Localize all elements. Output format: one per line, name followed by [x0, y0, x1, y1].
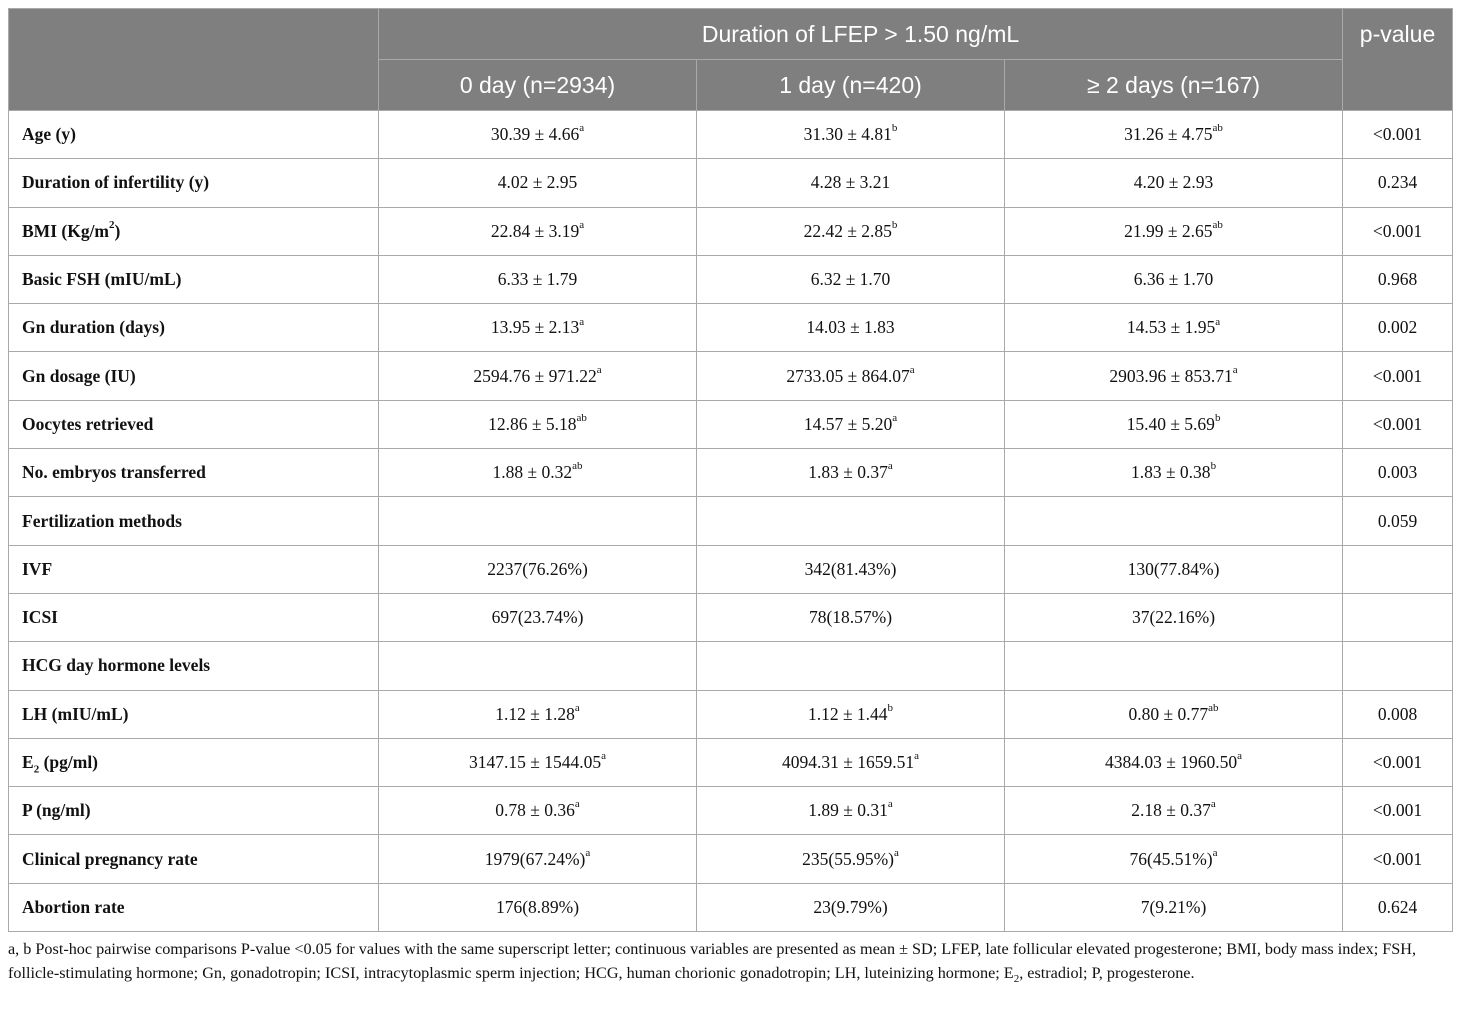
cell-superscript: a — [579, 315, 585, 328]
row-label-text: Basic FSH (mIU/mL) — [22, 269, 182, 290]
cell-value: 3147.15 ± 1544.05 — [469, 752, 602, 772]
cell-superscript: a — [579, 122, 585, 135]
cell-value: 12.86 ± 5.18 — [488, 413, 577, 434]
pvalue-cell — [1343, 545, 1453, 593]
value-cell — [697, 787, 1005, 835]
value-cell — [1005, 690, 1343, 738]
row-label — [9, 835, 379, 883]
cell-superscript: ab — [576, 412, 587, 425]
cell-value: 1.83 ± 0.37 — [808, 462, 888, 483]
cell-value: 7(9.21%) — [1140, 896, 1207, 917]
row-label-text: No. embryos transferred — [22, 462, 206, 483]
cell-superscript: a — [1237, 750, 1242, 763]
pvalue-cell: <0.001 — [1343, 207, 1453, 255]
value-cell — [697, 545, 1005, 593]
cell-value: 176(8.89%) — [495, 896, 580, 917]
cell-superscript: ab — [1212, 122, 1223, 135]
cell-value: 78(18.57%) — [808, 607, 893, 628]
value-cell — [379, 545, 697, 593]
value-cell — [697, 738, 1005, 786]
cell-superscript: a — [892, 412, 898, 425]
row-label-subscript: 2 — [33, 763, 40, 776]
value-cell — [697, 835, 1005, 883]
value-cell — [1005, 593, 1343, 641]
value-cell — [697, 207, 1005, 255]
row-label — [9, 497, 379, 545]
row-label — [9, 545, 379, 593]
row-label — [9, 642, 379, 690]
value-cell — [697, 449, 1005, 497]
cell-superscript: a — [574, 701, 580, 714]
table-row — [9, 304, 1453, 352]
table-row — [9, 883, 1453, 931]
row-label-text: BMI (Kg/m — [22, 220, 110, 241]
footnote-text: a, b Post-hoc pairwise comparisons P-value <0.05 for values with the same superscript letter; continuous variables are presented as mean ± SD; LFEP, late follicular elevated progesterone; BMI, body mass index; FSH, follicle-stimulating hormone; Gn, gonadotropin; ICSI, intracytoplasmic sperm injection; HCG, human chorionic gonadotropin; LH, luteinizing hormone; E — [8, 940, 1417, 982]
table-row — [9, 159, 1453, 207]
value-cell — [379, 497, 697, 545]
pvalue-cell: 0.002 — [1343, 304, 1453, 352]
cell-value: 2237(76.26%) — [487, 558, 588, 579]
cell-superscript: ab — [572, 460, 583, 473]
cell-superscript: a — [585, 846, 591, 859]
row-label — [9, 449, 379, 497]
row-label — [9, 400, 379, 448]
cell-value: 14.53 ± 1.95 — [1126, 317, 1216, 338]
table-row — [9, 545, 1453, 593]
value-cell — [697, 883, 1005, 931]
value-cell — [379, 111, 697, 159]
row-label — [9, 111, 379, 159]
value-cell — [379, 255, 697, 303]
cell-value: 2.18 ± 0.37 — [1131, 800, 1211, 821]
value-cell — [1005, 159, 1343, 207]
cell-value: 14.57 ± 5.20 — [803, 413, 893, 434]
table-row — [9, 593, 1453, 641]
value-cell — [379, 738, 697, 786]
value-cell — [1005, 449, 1343, 497]
cell-value: 1.12 ± 1.44 — [807, 703, 888, 724]
value-cell — [379, 642, 697, 690]
value-cell — [1005, 400, 1343, 448]
cell-value: 1.83 ± 0.38 — [1130, 462, 1211, 483]
cell-value: 14.03 ± 1.83 — [806, 317, 895, 338]
cell-superscript: a — [596, 363, 602, 376]
value-cell — [697, 352, 1005, 400]
cell-value: 13.95 ± 2.13 — [490, 317, 580, 338]
pvalue-cell: 0.008 — [1343, 690, 1453, 738]
value-cell — [697, 255, 1005, 303]
cell-value: 30.39 ± 4.66 — [490, 124, 580, 145]
value-cell — [1005, 111, 1343, 159]
cell-value: 4384.03 ± 1960.50 — [1105, 752, 1238, 772]
cell-value: 6.33 ± 1.79 — [497, 269, 578, 290]
row-label — [9, 304, 379, 352]
value-cell — [1005, 835, 1343, 883]
cell-value: 4094.31 ± 1659.51 — [782, 752, 915, 772]
header-column-2days: ≥ 2 days (n=167) — [1005, 60, 1343, 111]
pvalue-cell: 0.624 — [1343, 883, 1453, 931]
cell-value: 130(77.84%) — [1127, 558, 1220, 579]
value-cell — [697, 690, 1005, 738]
cell-superscript: a — [1210, 798, 1216, 811]
row-label-text: HCG day hormone levels — [22, 655, 211, 676]
header-blank-cell — [9, 9, 379, 111]
pvalue-cell: <0.001 — [1343, 787, 1453, 835]
value-cell — [697, 304, 1005, 352]
table-row — [9, 642, 1453, 690]
row-label — [9, 690, 379, 738]
cell-value: 342(81.43%) — [804, 558, 897, 579]
value-cell — [1005, 207, 1343, 255]
value-cell — [379, 690, 697, 738]
cell-superscript: b — [1214, 412, 1221, 425]
value-cell — [379, 593, 697, 641]
row-label — [9, 255, 379, 303]
pvalue-cell: <0.001 — [1343, 400, 1453, 448]
cell-value: 23(9.79%) — [813, 896, 888, 917]
table-row — [9, 400, 1453, 448]
cell-value: 21.99 ± 2.65 — [1124, 220, 1213, 241]
value-cell — [1005, 642, 1343, 690]
value-cell — [697, 642, 1005, 690]
cell-value: 15.40 ± 5.69 — [1126, 413, 1215, 434]
row-label-text: P (ng/ml) — [22, 800, 91, 821]
cell-value: 6.36 ± 1.70 — [1133, 269, 1214, 290]
value-cell — [379, 304, 697, 352]
value-cell — [697, 400, 1005, 448]
cell-value: 1.12 ± 1.28 — [495, 703, 575, 724]
cell-superscript: a — [887, 460, 893, 473]
value-cell — [379, 835, 697, 883]
header-column-0day: 0 day (n=2934) — [379, 60, 697, 111]
row-label-text: Oocytes retrieved — [22, 413, 154, 434]
cell-superscript: b — [887, 701, 894, 714]
table-row — [9, 835, 1453, 883]
header-column-1day: 1 day (n=420) — [697, 60, 1005, 111]
cell-value: 22.84 ± 3.19 — [490, 220, 580, 241]
pvalue-cell: <0.001 — [1343, 111, 1453, 159]
value-cell — [1005, 787, 1343, 835]
row-label-suffix: ) — [114, 220, 121, 241]
value-cell — [1005, 545, 1343, 593]
row-label-text: Duration of infertility (y) — [22, 172, 210, 193]
cell-value: 4.02 ± 2.95 — [497, 172, 578, 193]
row-label-text: Gn duration (days) — [22, 317, 165, 338]
pvalue-cell: <0.001 — [1343, 738, 1453, 786]
cell-superscript: a — [1215, 315, 1221, 328]
cell-superscript: b — [1210, 460, 1217, 473]
table-row — [9, 111, 1453, 159]
cell-value: 2733.05 ± 864.07 — [786, 365, 910, 386]
row-label-text: E — [22, 752, 34, 772]
pvalue-cell: 0.234 — [1343, 159, 1453, 207]
row-label-suffix: (pg/ml) — [39, 752, 99, 772]
value-cell — [1005, 497, 1343, 545]
value-cell — [1005, 352, 1343, 400]
row-label — [9, 738, 379, 786]
cell-value: 697(23.74%) — [491, 607, 584, 628]
pvalue-cell: 0.003 — [1343, 449, 1453, 497]
cell-value: 2594.76 ± 971.22 — [473, 365, 597, 386]
header-group-label: Duration of LFEP > 1.50 ng/mL — [379, 9, 1343, 60]
value-cell — [1005, 738, 1343, 786]
table-body — [9, 111, 1453, 932]
cell-value: 1.88 ± 0.32 — [492, 462, 573, 483]
row-label-text: Age (y) — [22, 124, 76, 145]
value-cell — [379, 787, 697, 835]
row-label-text: Clinical pregnancy rate — [22, 848, 198, 869]
table-row — [9, 497, 1453, 545]
value-cell — [1005, 883, 1343, 931]
cell-value: 235(55.95%) — [802, 848, 894, 869]
cell-superscript: a — [601, 750, 606, 763]
table-row — [9, 255, 1453, 303]
cell-superscript: b — [891, 218, 898, 231]
value-cell — [1005, 304, 1343, 352]
cell-value: 37(22.16%) — [1131, 607, 1216, 628]
cell-superscript: ab — [1208, 701, 1219, 714]
pvalue-cell: 0.968 — [1343, 255, 1453, 303]
cell-superscript: a — [1232, 363, 1238, 376]
row-label — [9, 352, 379, 400]
cell-superscript: a — [893, 846, 899, 859]
table-row — [9, 690, 1453, 738]
value-cell — [379, 883, 697, 931]
value-cell — [697, 159, 1005, 207]
row-label — [9, 787, 379, 835]
row-label — [9, 883, 379, 931]
cell-value: 22.42 ± 2.85 — [803, 220, 892, 241]
cell-superscript: a — [574, 798, 580, 811]
value-cell — [697, 111, 1005, 159]
row-label-text: ICSI — [22, 607, 58, 628]
cell-value: 31.30 ± 4.81 — [803, 124, 892, 145]
value-cell — [697, 593, 1005, 641]
table-row — [9, 787, 1453, 835]
footnote-subscript: 2 — [1013, 972, 1020, 985]
row-label-superscript: 2 — [109, 218, 115, 231]
table-row — [9, 449, 1453, 497]
cell-value: 2903.96 ± 853.71 — [1109, 365, 1233, 386]
cell-value: 31.26 ± 4.75 — [1124, 124, 1213, 145]
pvalue-cell: <0.001 — [1343, 352, 1453, 400]
table-container — [8, 8, 1452, 932]
value-cell — [379, 159, 697, 207]
table-row — [9, 352, 1453, 400]
table-row — [9, 207, 1453, 255]
pvalue-cell: 0.059 — [1343, 497, 1453, 545]
value-cell — [379, 449, 697, 497]
value-cell — [379, 400, 697, 448]
table-header — [9, 9, 1453, 111]
row-label-text: LH (mIU/mL) — [22, 703, 129, 724]
cell-value: 1979(67.24%) — [484, 848, 586, 869]
cell-superscript: b — [891, 122, 898, 135]
table-row — [9, 738, 1453, 786]
cell-superscript: a — [579, 218, 585, 231]
header-pvalue: p-value — [1343, 9, 1453, 111]
row-label — [9, 159, 379, 207]
footnote-text-end: , estradiol; P, progesterone. — [1019, 963, 1195, 982]
value-cell — [379, 352, 697, 400]
cell-value: 4.20 ± 2.93 — [1133, 172, 1214, 193]
cell-superscript: a — [909, 363, 915, 376]
row-label — [9, 207, 379, 255]
cell-value: 4.28 ± 3.21 — [810, 172, 891, 193]
value-cell — [379, 207, 697, 255]
pvalue-cell — [1343, 593, 1453, 641]
value-cell — [1005, 255, 1343, 303]
results-table — [8, 8, 1453, 932]
pvalue-cell: <0.001 — [1343, 835, 1453, 883]
cell-value: 0.80 ± 0.77 — [1128, 703, 1209, 724]
row-label-text: Gn dosage (IU) — [22, 365, 136, 386]
cell-value: 76(45.51%) — [1129, 848, 1213, 869]
table-footnote — [8, 938, 1452, 985]
row-label-text: IVF — [22, 558, 53, 579]
row-label-text: Fertilization methods — [22, 510, 182, 531]
cell-superscript: a — [914, 750, 919, 763]
cell-value: 1.89 ± 0.31 — [808, 800, 888, 821]
cell-superscript: a — [1212, 846, 1218, 859]
row-label — [9, 593, 379, 641]
cell-superscript: a — [887, 798, 893, 811]
row-label-text: Abortion rate — [22, 896, 125, 917]
cell-value: 6.32 ± 1.70 — [810, 269, 891, 290]
cell-value: 0.78 ± 0.36 — [495, 800, 575, 821]
cell-superscript: ab — [1212, 218, 1223, 231]
value-cell — [697, 497, 1005, 545]
pvalue-cell — [1343, 642, 1453, 690]
